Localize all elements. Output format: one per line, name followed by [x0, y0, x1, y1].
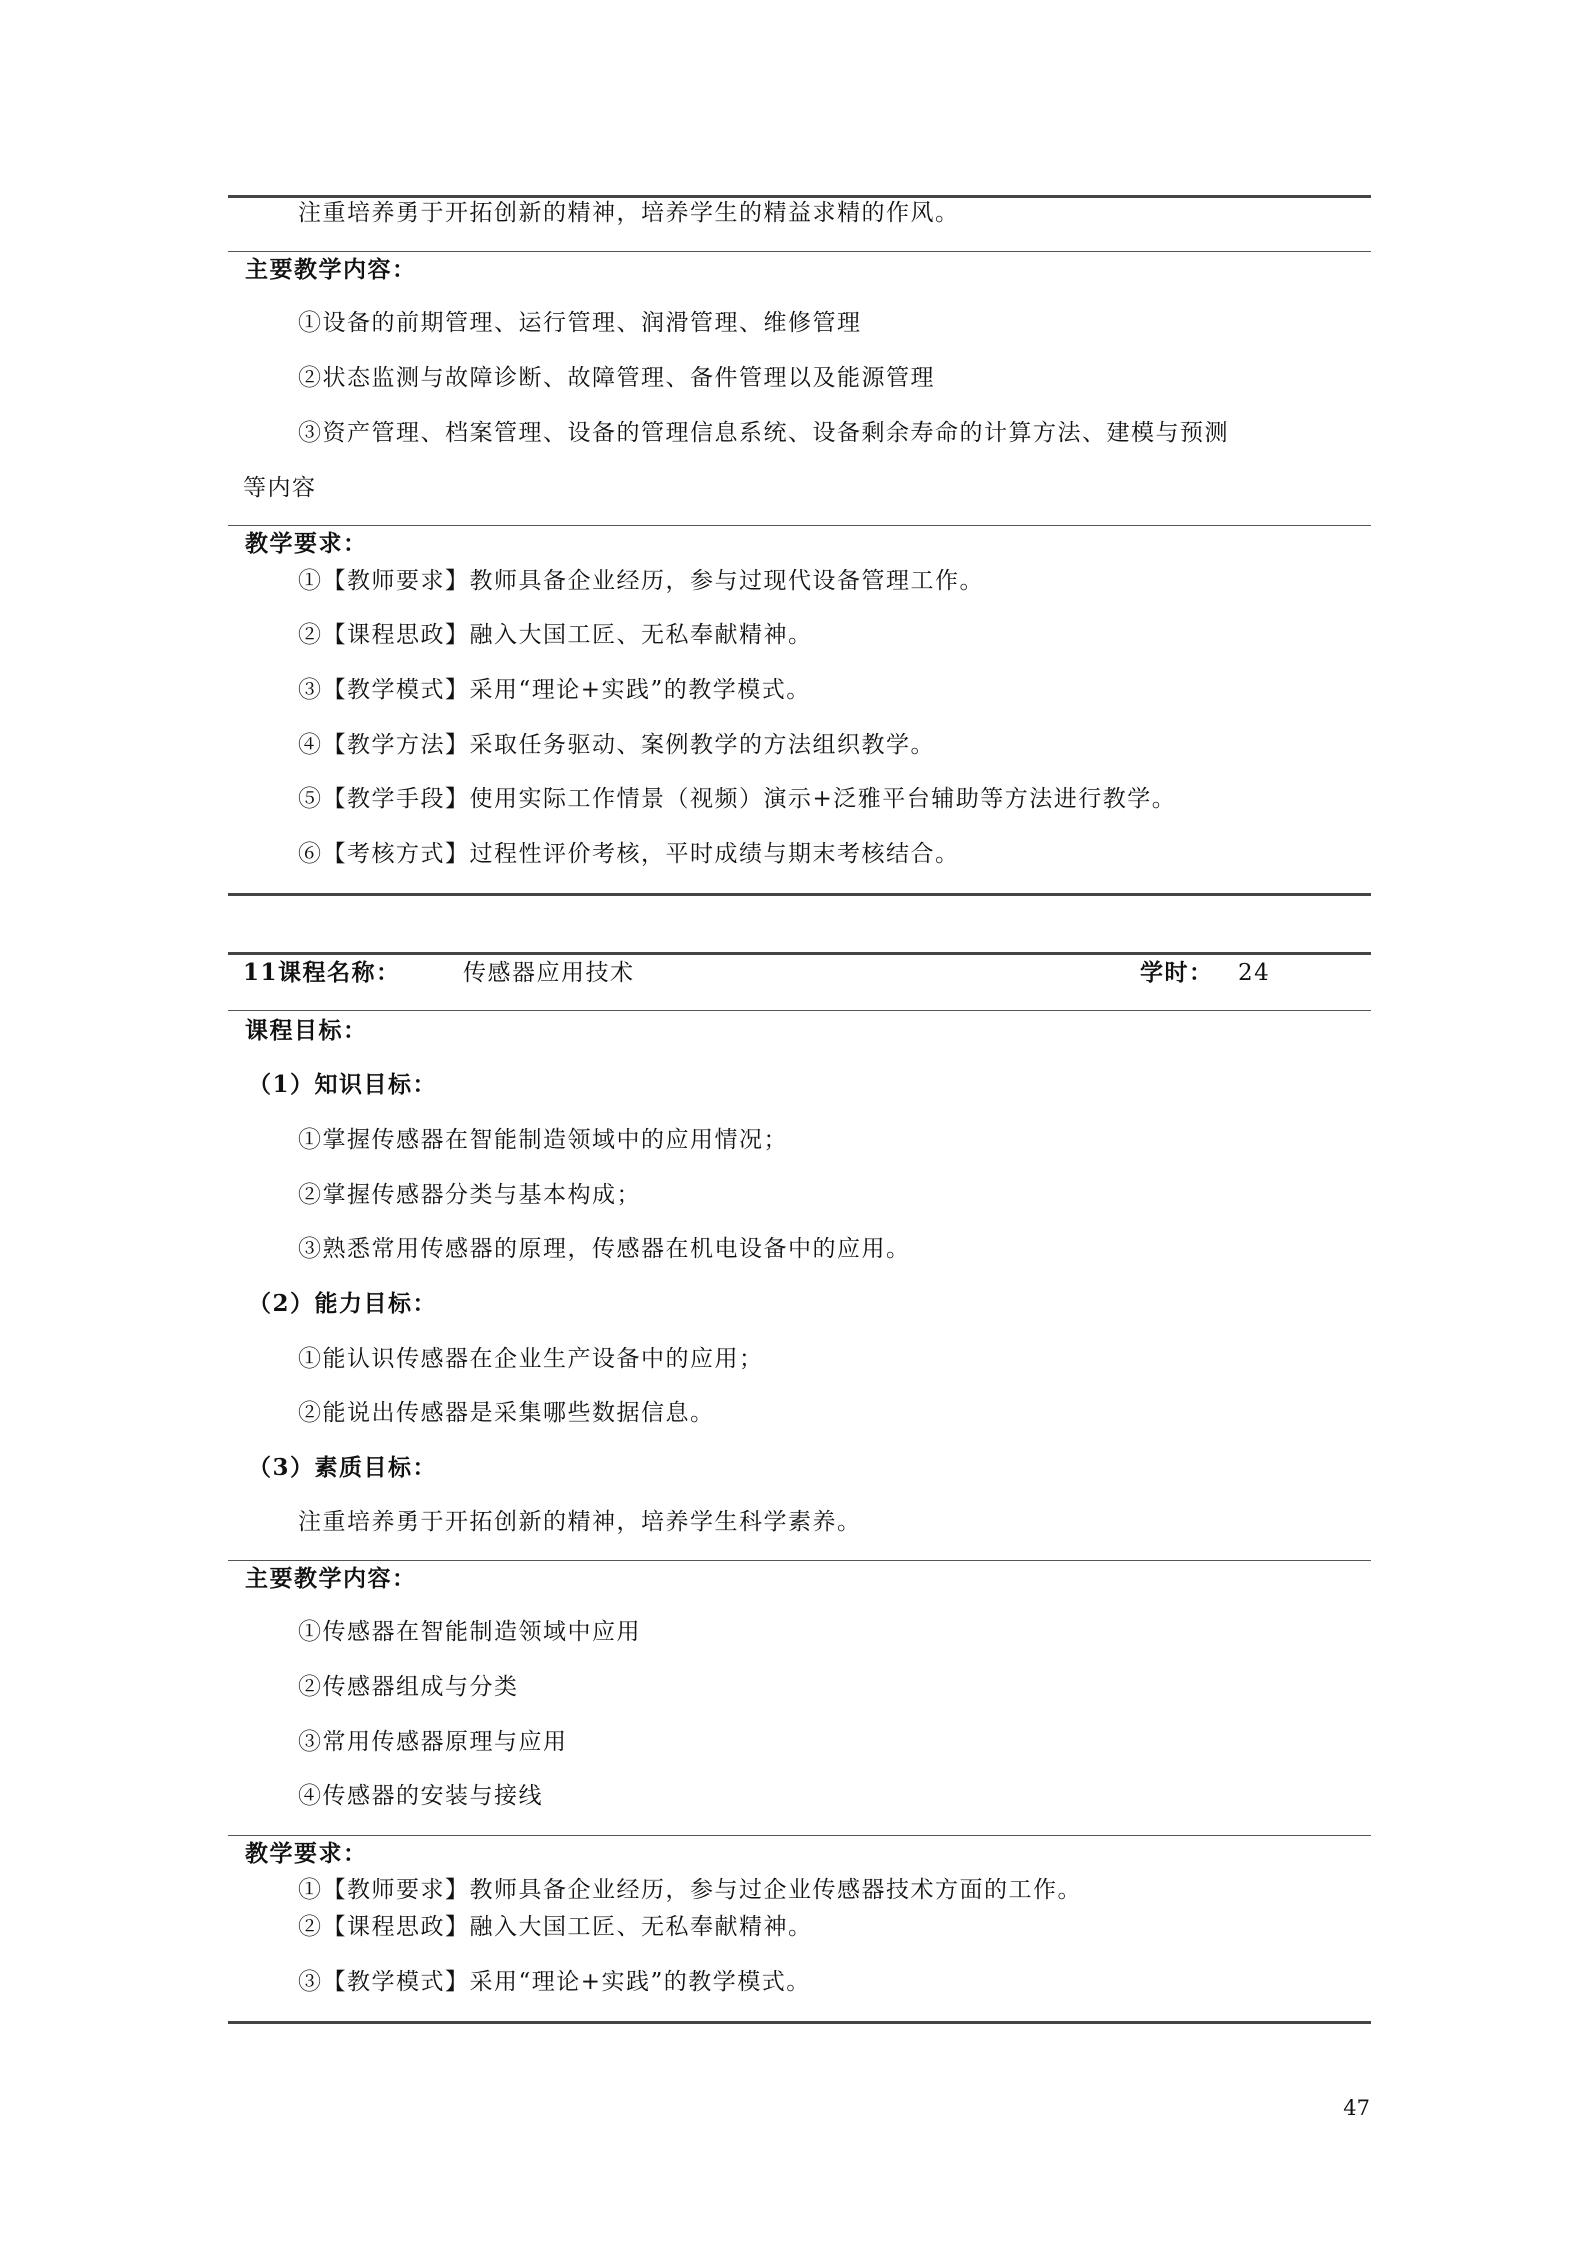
page-number: 47	[1343, 2096, 1370, 2120]
requirements-heading: 教学要求：	[245, 1840, 368, 1867]
row-divider	[228, 1010, 1371, 1011]
knowledge-item: ②掌握传感器分类与基本构成；	[298, 1182, 641, 1208]
content-item: ④传感器的安装与接线	[298, 1783, 543, 1809]
hours-value: 24	[1238, 960, 1271, 986]
requirement-item: ①【教师要求】教师具备企业经历，参与过企业传感器技术方面的工作。	[298, 1877, 1082, 1903]
requirement-item: ④【教学方法】采取任务驱动、案例教学的方法组织教学。	[298, 732, 935, 758]
quality-text: 注重培养勇于开拓创新的精神，培养学生科学素养。	[298, 1509, 862, 1535]
requirement-item: ②【课程思政】融入大国工匠、无私奉献精神。	[298, 1914, 813, 1940]
quality-heading: （3）素质目标：	[248, 1454, 438, 1481]
ability-item: ②能说出传感器是采集哪些数据信息。	[298, 1400, 715, 1426]
requirement-item: ①【教师要求】教师具备企业经历，参与过现代设备管理工作。	[298, 568, 984, 594]
course-name-value: 传感器应用技术	[463, 960, 635, 986]
content-item: ③常用传感器原理与应用	[298, 1729, 568, 1755]
content-item: ②状态监测与故障诊断、故障管理、备件管理以及能源管理	[298, 365, 935, 391]
course-name-label: 11课程名称：	[243, 959, 401, 986]
ability-heading: （2）能力目标：	[248, 1290, 438, 1317]
knowledge-item: ①掌握传感器在智能制造领域中的应用情况；	[298, 1127, 788, 1153]
content-heading: 主要教学内容：	[245, 1565, 417, 1592]
requirement-item: ⑤【教学手段】使用实际工作情景（视频）演示+泛雅平台辅助等方法进行教学。	[298, 786, 1177, 812]
knowledge-heading: （1）知识目标：	[248, 1071, 438, 1098]
row-divider	[228, 1835, 1371, 1836]
table-top-border	[228, 952, 1371, 955]
quality-goal-text: 注重培养勇于开拓创新的精神，培养学生的精益求精的作风。	[298, 200, 960, 226]
hours-label: 学时：	[1140, 959, 1214, 986]
content-item: ①设备的前期管理、运行管理、润滑管理、维修管理	[298, 310, 862, 336]
ability-item: ①能认识传感器在企业生产设备中的应用；	[298, 1346, 764, 1372]
content-item-wrap: 等内容	[243, 475, 317, 501]
requirements-heading: 教学要求：	[245, 530, 368, 557]
table-bottom-border	[228, 2021, 1371, 2024]
requirement-item: ②【课程思政】融入大国工匠、无私奉献精神。	[298, 622, 813, 648]
row-divider	[228, 1560, 1371, 1561]
content-item: ③资产管理、档案管理、设备的管理信息系统、设备剩余寿命的计算方法、建模与预测	[298, 420, 1229, 446]
content-item: ②传感器组成与分类	[298, 1674, 519, 1700]
requirement-item: ③【教学模式】采用“理论+实践”的教学模式。	[298, 1969, 811, 1995]
knowledge-item: ③熟悉常用传感器的原理，传感器在机电设备中的应用。	[298, 1236, 911, 1262]
requirement-item: ③【教学模式】采用“理论+实践”的教学模式。	[298, 677, 811, 703]
goals-heading: 课程目标：	[245, 1017, 368, 1044]
content-heading: 主要教学内容：	[245, 256, 417, 283]
course-block-sensor	[228, 0, 1371, 2040]
requirement-item: ⑥【考核方式】过程性评价考核，平时成绩与期末考核结合。	[298, 841, 960, 867]
content-item: ①传感器在智能制造领域中应用	[298, 1619, 641, 1645]
